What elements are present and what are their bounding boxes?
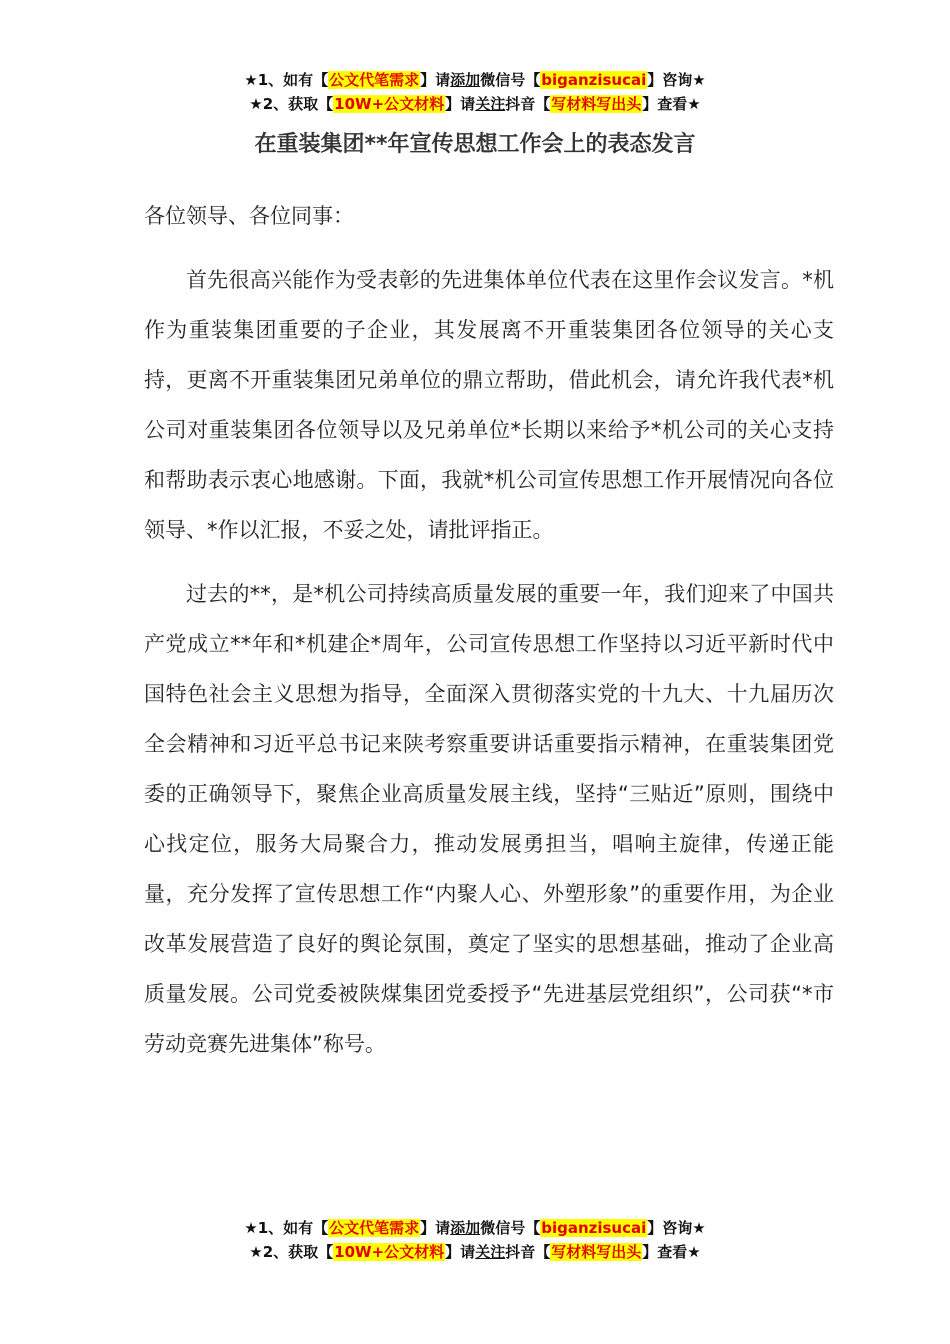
- promo-douyin-id: 写材料写出头: [551, 95, 642, 113]
- promo-wechat-id: biganzisucai: [541, 1219, 647, 1237]
- star-icon: ★: [244, 1219, 258, 1237]
- promo-underline: 添加: [450, 71, 481, 89]
- paragraph: 首先很高兴能作为受表彰的先进集体单位代表在这里作会议发言。*机作为重装集团重要的子企业，其发展离不开重装集团各位领导的关心支持，更离不开重装集团兄弟单位的鼎立帮助，借此机会，请允许我代表*机公司对重装集团各位领导以及兄弟单位*长期以来给予*机公司的关心支持和帮助表示衷心地感谢。下面，我就*机公司宣传思想工作开展情况向各位领导、*作以汇报，不妥之处，请批评指正。: [144, 268, 834, 542]
- promo-highlight: 10W+公文材料: [334, 95, 445, 113]
- star-icon: ★: [249, 1243, 263, 1261]
- star-icon: ★: [687, 95, 701, 113]
- promo-wechat-id: biganzisucai: [541, 71, 647, 89]
- star-icon: ★: [687, 1243, 701, 1261]
- salutation: 各位领导、各位同事：: [144, 204, 354, 228]
- star-icon: ★: [244, 71, 258, 89]
- star-icon: ★: [692, 1219, 706, 1237]
- document-title: 在重装集团**年宣传思想工作会上的表态发言: [254, 132, 696, 157]
- promo-underline: 关注: [475, 95, 506, 113]
- document-body: [144, 191, 834, 1083]
- promo-line-1: ★1、如有【公文代笔需求】请添加微信号【biganzisucai】咨询★: [244, 1219, 706, 1237]
- promo-header-top: [0, 68, 950, 116]
- promo-line-1: ★1、如有【公文代笔需求】请添加微信号【biganzisucai】咨询★: [244, 71, 706, 89]
- promo-highlight: 公文代笔需求: [329, 71, 420, 89]
- promo-highlight: 公文代笔需求: [329, 1219, 420, 1237]
- star-icon: ★: [249, 95, 263, 113]
- promo-underline: 关注: [475, 1243, 506, 1261]
- promo-line-2: ★2、获取【10W+公文材料】请关注抖音【写材料写出头】查看★: [249, 95, 701, 113]
- star-icon: ★: [692, 71, 706, 89]
- paragraph: 过去的**，是*机公司持续高质量发展的重要一年，我们迎来了中国共产党成立**年和*机建企*周年，公司宣传思想工作坚持以习近平新时代中国特色社会主义思想为指导，全面深入贯彻落实党的十九大、十九届历次全会精神和习近平总书记来陕考察重要讲话重要指示精神，在重装集团党委的正确领导下，聚焦企业高质量发展主线，坚持“三贴近”原则，围绕中心找定位，服务大局聚合力，推动发展勇担当，唱响主旋律，传递正能量，充分发挥了宣传思想工作“内聚人心、外塑形象”的重要作用，为企业改革发展营造了良好的舆论氛围，奠定了坚实的思想基础，推动了企业高质量发展。公司党委被陕煤集团党委授予“先进基层党组织”，公司获“*市劳动竞赛先进集体”称号。: [144, 582, 834, 1056]
- promo-highlight: 10W+公文材料: [334, 1243, 445, 1261]
- promo-line-2: ★2、获取【10W+公文材料】请关注抖音【写材料写出头】查看★: [249, 1243, 701, 1261]
- promo-underline: 添加: [450, 1219, 481, 1237]
- promo-footer-bottom: [0, 1216, 950, 1264]
- promo-douyin-id: 写材料写出头: [551, 1243, 642, 1261]
